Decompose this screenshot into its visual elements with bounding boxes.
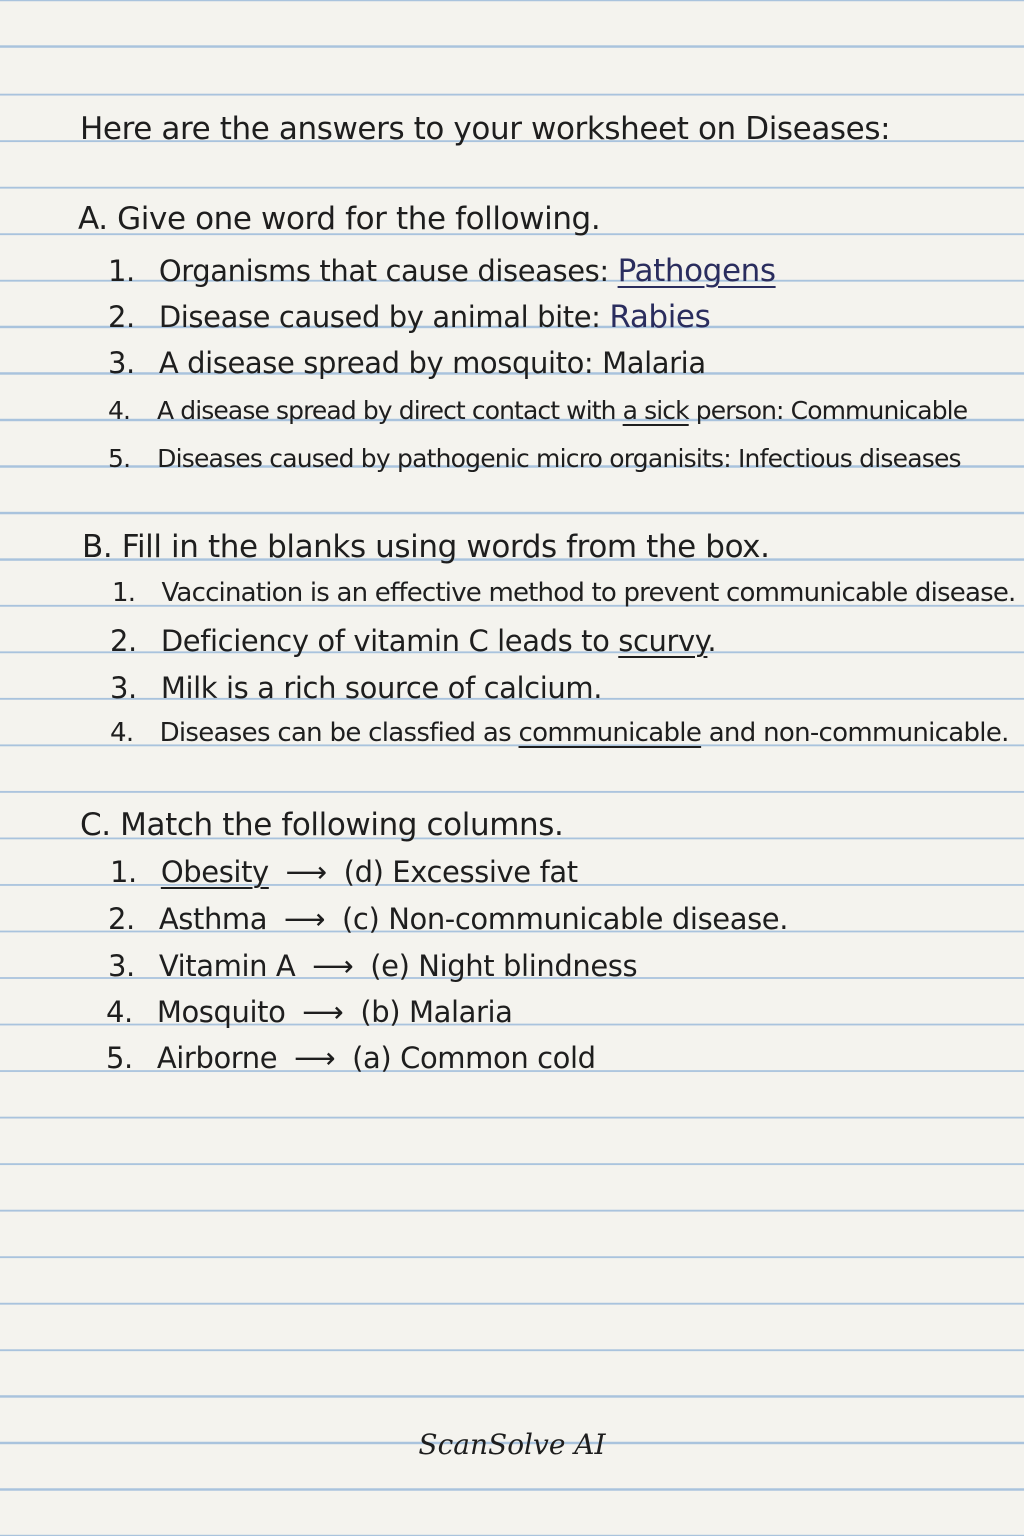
item-number: 3.: [108, 949, 135, 983]
section-b-item-4: [110, 720, 1009, 746]
section-b-heading: B. Fill in the blanks using words from the box.: [82, 529, 770, 565]
question-text: Organisms that cause diseases:: [158, 254, 609, 288]
section-b-item-1: [112, 580, 1015, 606]
sentence-text: Deficiency of vitamin C leads to: [160, 624, 610, 658]
item-number: 2.: [110, 624, 137, 658]
question-text: A disease spread by mosquito:: [158, 346, 594, 380]
item-number: 4.: [106, 995, 133, 1029]
match-left-airborne: Airborne: [156, 1041, 278, 1075]
match-right: (b) Malaria: [360, 995, 513, 1029]
item-number: 2.: [108, 300, 135, 334]
match-right: (e) Night blindness: [370, 949, 638, 983]
answer-scurvy: scurvy: [618, 624, 708, 658]
question-text: Disease caused by animal bite:: [158, 300, 601, 334]
arrow-icon: ⟶: [283, 902, 326, 936]
sentence-end: .: [707, 624, 717, 658]
intro-text: Here are the answers to your worksheet on Diseases:: [80, 111, 891, 147]
section-c-item-4: [106, 995, 513, 1029]
question-text: A disease spread by direct contact with: [157, 396, 616, 425]
section-a-item-2: [108, 299, 711, 335]
item-number: 1.: [110, 855, 137, 889]
arrow-icon: ⟶: [294, 1041, 336, 1075]
section-a-item-1: [108, 253, 776, 289]
match-right: (d) Excessive fat: [343, 855, 578, 889]
section-c-item-2: [108, 902, 789, 936]
match-left-vitamin-a: Vitamin A: [158, 949, 296, 983]
answer-malaria: Malaria: [602, 346, 706, 380]
arrow-icon: ⟶: [312, 949, 354, 983]
match-left-obesity: Obesity: [160, 855, 269, 889]
arrow-icon: ⟶: [285, 855, 327, 889]
sentence-text: Diseases can be classfied as: [159, 718, 511, 748]
section-c-item-5: [106, 1041, 596, 1075]
answer-milk: Milk: [160, 671, 218, 705]
item-number: 5.: [108, 444, 131, 473]
answer-pathogens: Pathogens: [617, 253, 776, 289]
answer-vaccination: Vaccination: [161, 578, 303, 608]
section-a-item-3: [108, 346, 706, 380]
item-number: 2.: [108, 902, 135, 936]
section-c-item-3: [108, 949, 638, 983]
item-number: 1.: [112, 578, 136, 608]
section-c-item-1: [110, 855, 578, 889]
section-a-item-5: [108, 446, 961, 471]
answer-communicable: Communicable: [790, 396, 968, 425]
question-text-end: person:: [695, 396, 784, 425]
sentence-text: is a rich source of calcium.: [226, 671, 603, 705]
match-right: (c) Non-communicable disease.: [342, 902, 789, 936]
item-number: 1.: [108, 254, 135, 288]
match-left-mosquito: Mosquito: [156, 995, 286, 1029]
item-number: 5.: [106, 1041, 133, 1075]
sentence-end: and non-communicable.: [708, 718, 1009, 748]
sentence-text: is an effective method to prevent communicable disease.: [309, 578, 1016, 608]
section-c-heading: C. Match the following columns.: [80, 807, 564, 843]
section-b-item-3: [110, 671, 603, 705]
question-underlined: a sick: [622, 396, 689, 425]
arrow-icon: ⟶: [302, 995, 344, 1029]
match-right: (a) Common cold: [352, 1041, 596, 1075]
item-number: 3.: [110, 671, 137, 705]
section-b-item-2: [110, 624, 717, 658]
item-number: 4.: [110, 718, 134, 748]
item-number: 3.: [108, 346, 135, 380]
section-a-heading: A. Give one word for the following.: [78, 201, 601, 237]
section-a-item-4: [108, 398, 967, 423]
match-left-asthma: Asthma: [158, 902, 268, 936]
answer-infectious-diseases: Infectious diseases: [737, 444, 961, 473]
signature: ScanSolve AI: [418, 1428, 606, 1461]
item-number: 4.: [108, 396, 131, 425]
question-text: Diseases caused by pathogenic micro organisits:: [157, 444, 731, 473]
answer-communicable: communicable: [518, 718, 702, 748]
answer-rabies: Rabies: [609, 299, 711, 335]
